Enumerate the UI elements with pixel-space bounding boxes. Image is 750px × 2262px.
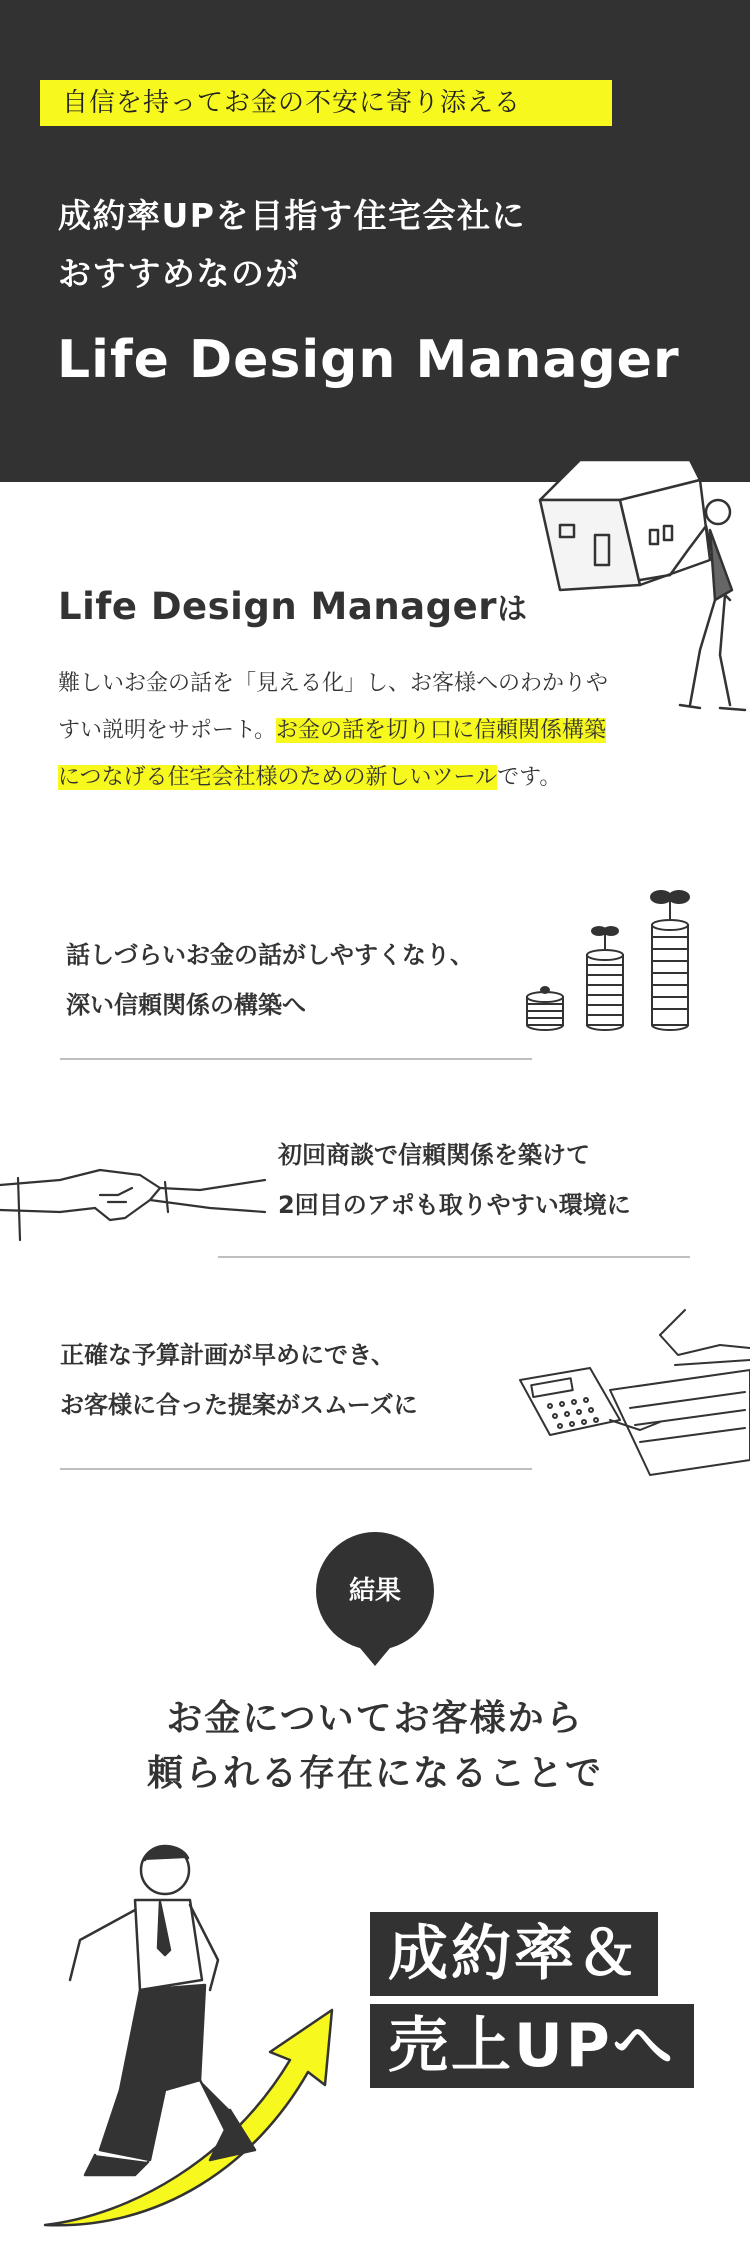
hero-headline-line2: おすすめなのが (58, 254, 300, 293)
calculator-pen-icon (510, 1310, 750, 1475)
benefit-1-line2: 深い信頼関係の構築へ (66, 991, 306, 1019)
benefit-2-divider (218, 1256, 690, 1258)
hero-banner (0, 0, 750, 482)
hero-tagline: 自信を持ってお金の不安に寄り添える (40, 80, 612, 126)
intro-body-plain1: 難しいお金の話を「見える化」し、お客様へのわかりやすい説明をサポート。 (58, 671, 609, 743)
businessman-riding-arrow-icon (40, 1830, 350, 2240)
benefit-3-line2: お客様に合った提案がスムーズに (60, 1391, 418, 1419)
benefit-1-divider (60, 1058, 532, 1060)
benefit-1-line1: 話しづらいお金の話がしやすくなり、 (66, 941, 474, 969)
benefit-2-text (278, 1130, 631, 1230)
benefit-2-line1: 初回商談で信頼関係を築けて (278, 1141, 590, 1169)
intro-title-suffix: は (496, 592, 528, 627)
hero-headline-line1: 成約率UPを目指す住宅会社に (58, 196, 526, 235)
intro-title (58, 584, 527, 628)
result-line2: 頼られる存在になることで (146, 1753, 603, 1794)
benefit-3-line1: 正確な予算計画が早めにでき、 (60, 1341, 396, 1369)
result-cta-line2: 売上UPへ (370, 2004, 694, 2088)
benefit-3-text (60, 1330, 418, 1430)
intro-description (58, 660, 618, 801)
hero-product-name: Life Design Manager (57, 330, 680, 390)
intro-body-highlight: お金の話を切り口に信頼関係構築につなげる住宅会社様のための新しいツール (58, 718, 607, 790)
result-cta-line1: 成約率＆ (370, 1912, 658, 1996)
coin-stacks-sprout-icon (520, 885, 720, 1035)
result-badge-tail (345, 1630, 405, 1666)
handshake-icon (0, 1140, 265, 1250)
benefit-3-divider (60, 1468, 532, 1470)
intro-body-plain2: です。 (497, 765, 562, 790)
result-line1: お金についてお客様から (166, 1698, 584, 1739)
intro-title-product: Life Design Manager (58, 585, 497, 628)
benefit-2-line2: 2回目のアポも取りやすい環境に (278, 1191, 631, 1219)
benefit-1-text (66, 930, 474, 1030)
result-badge: 結果 (316, 1532, 434, 1650)
